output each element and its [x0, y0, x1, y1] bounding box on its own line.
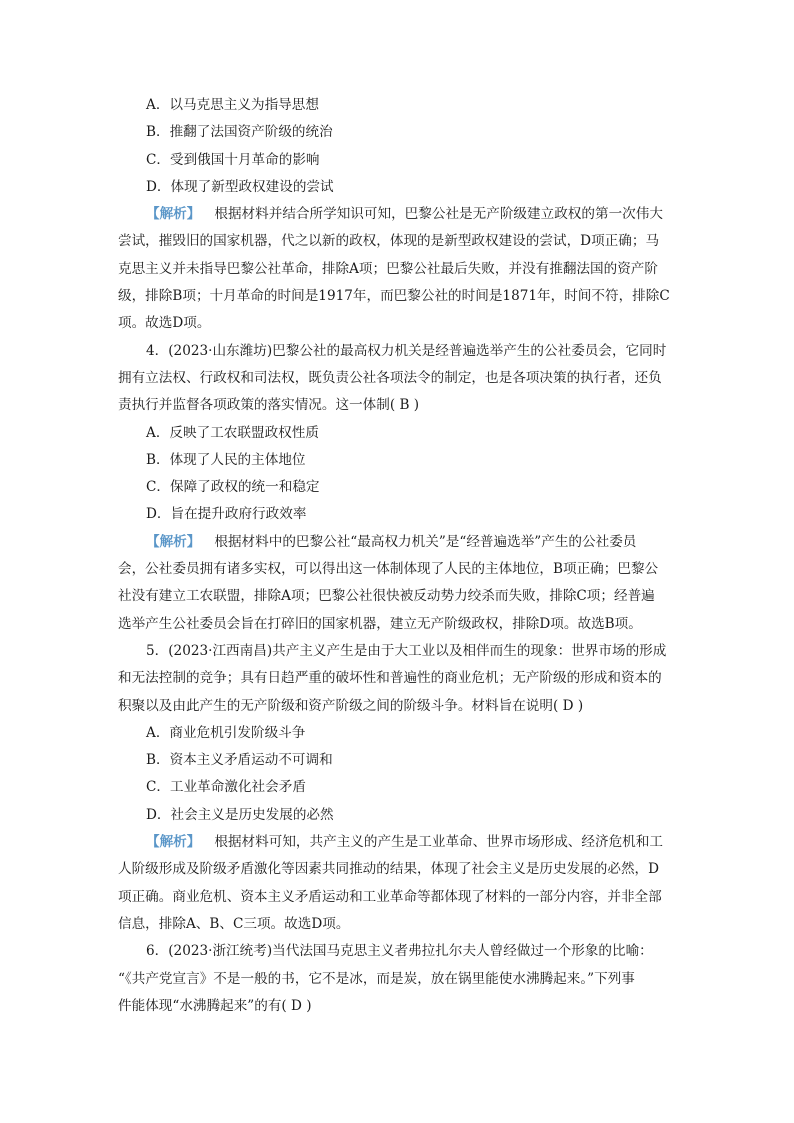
q4-option-a: A．反映了工农联盟政权性质 — [146, 424, 319, 441]
q4-analysis-line: 选举产生公社委员会旨在打碎旧的国家机器，建立无产阶级政权，排除D项。故选B项。 — [118, 615, 642, 632]
q5-stem-line: 5．(2023·江西南昌)共产主义产生是由于大工业以及相伴而生的现象：世界市场的形成 — [146, 642, 667, 659]
q5-analysis-line: 人阶级形成及阶级矛盾激化等因素共同推动的结果，体现了社会主义是历史发展的必然，D — [118, 861, 660, 878]
q4-analysis-line: 社没有建立工农联盟，排除A项；巴黎公社很快被反动势力绞杀而失败，排除C项；经普遍 — [118, 588, 655, 605]
q5-option-c: C．工业革命激化社会矛盾 — [146, 779, 306, 796]
q3-analysis-line: 【解析】 根据材料并结合所学知识可知，巴黎公社是无产阶级建立政权的第一次伟大 — [146, 206, 663, 223]
q4-option-d: D．旨在提升政府行政效率 — [146, 506, 307, 523]
q3-option-a: A．以马克思主义为指导思想 — [146, 97, 319, 113]
q5-stem-line: 和无法控制的竞争；具有日趋严重的破坏性和普遍性的商业危机；无产阶级的形成和资本的 — [118, 670, 662, 687]
q5-option-a: A．商业危机引发阶级斗争 — [146, 724, 306, 741]
q4-stem-line: 拥有立法权、行政权和司法权，既负责公社各项法令的制定，也是各项决策的执行者，还负 — [118, 369, 662, 386]
q4-stem-line: 责执行并监督各项政策的落实情况。这一体制( B ) — [118, 397, 420, 414]
q3-option-d: D．体现了新型政权建设的尝试 — [146, 178, 334, 195]
analysis-label: 【解析】 — [146, 834, 201, 851]
q5-analysis-line: 项正确。商业危机、资本主义矛盾运动和工业革命等都体现了材料的一部分内容，并非全部 — [118, 888, 662, 905]
q5-analysis-line: 信息，排除A、B、C三项。故选D项。 — [118, 915, 350, 932]
q4-stem-line: 4．(2023·山东潍坊)巴黎公社的最高权力机关是经普遍选举产生的公社委员会，它同时 — [146, 342, 667, 359]
q5-option-b: B．资本主义矛盾运动不可调和 — [146, 752, 333, 769]
q5-stem-line: 积聚以及由此产生的无产阶级和资产阶级之间的阶级斗争。材料旨在说明( D ) — [118, 697, 584, 714]
q5-analysis-line: 【解析】 根据材料可知，共产主义的产生是工业革命、世界市场形成、经济危机和工 — [146, 834, 663, 851]
analysis-label: 【解析】 — [146, 533, 201, 550]
document-body — [118, 92, 678, 1020]
q4-option-b: B．体现了人民的主体地位 — [146, 451, 306, 468]
q6-stem-line: 6．(2023·浙江统考)当代法国马克思主义者弗拉扎尔夫人曾经做过一个形象的比喻： — [146, 943, 653, 960]
q3-analysis-line: 级，排除B项；十月革命的时间是1917年，而巴黎公社的时间是1871年，时间不符，排除C — [118, 288, 670, 305]
analysis-label: 【解析】 — [146, 206, 201, 223]
q5-option-d: D．社会主义是历史发展的必然 — [146, 806, 334, 823]
q4-option-c: C．保障了政权的统一和稳定 — [146, 479, 320, 496]
q3-analysis-line: 尝试，摧毁旧的国家机器，代之以新的政权，体现的是新型政权建设的尝试，D项正确；马 — [118, 233, 660, 250]
q3-analysis-line: 项。故选D项。 — [118, 315, 211, 332]
q3-option-b: B．推翻了法国资产阶级的统治 — [146, 124, 333, 141]
q4-analysis-line: 会，公社委员拥有诸多实权，可以得出这一体制体现了人民的主体地位，B项正确；巴黎公 — [118, 561, 659, 578]
q6-stem-line: 件能体现“水沸腾起来”的有( D ) — [118, 997, 312, 1014]
q4-analysis-line: 【解析】 根据材料中的巴黎公社“最高权力机关”是“经普遍选举”产生的公社委员 — [146, 533, 637, 550]
q3-analysis-line: 克思主义并未指导巴黎公社革命，排除A项；巴黎公社最后失败，并没有推翻法国的资产阶 — [118, 260, 658, 277]
q3-option-c: C．受到俄国十月革命的影响 — [146, 151, 320, 168]
q6-stem-line: “《共产党宣言》不是一般的书，它不是冰，而是炭，放在锅里能使水沸腾起来。”下列事 — [118, 970, 635, 987]
